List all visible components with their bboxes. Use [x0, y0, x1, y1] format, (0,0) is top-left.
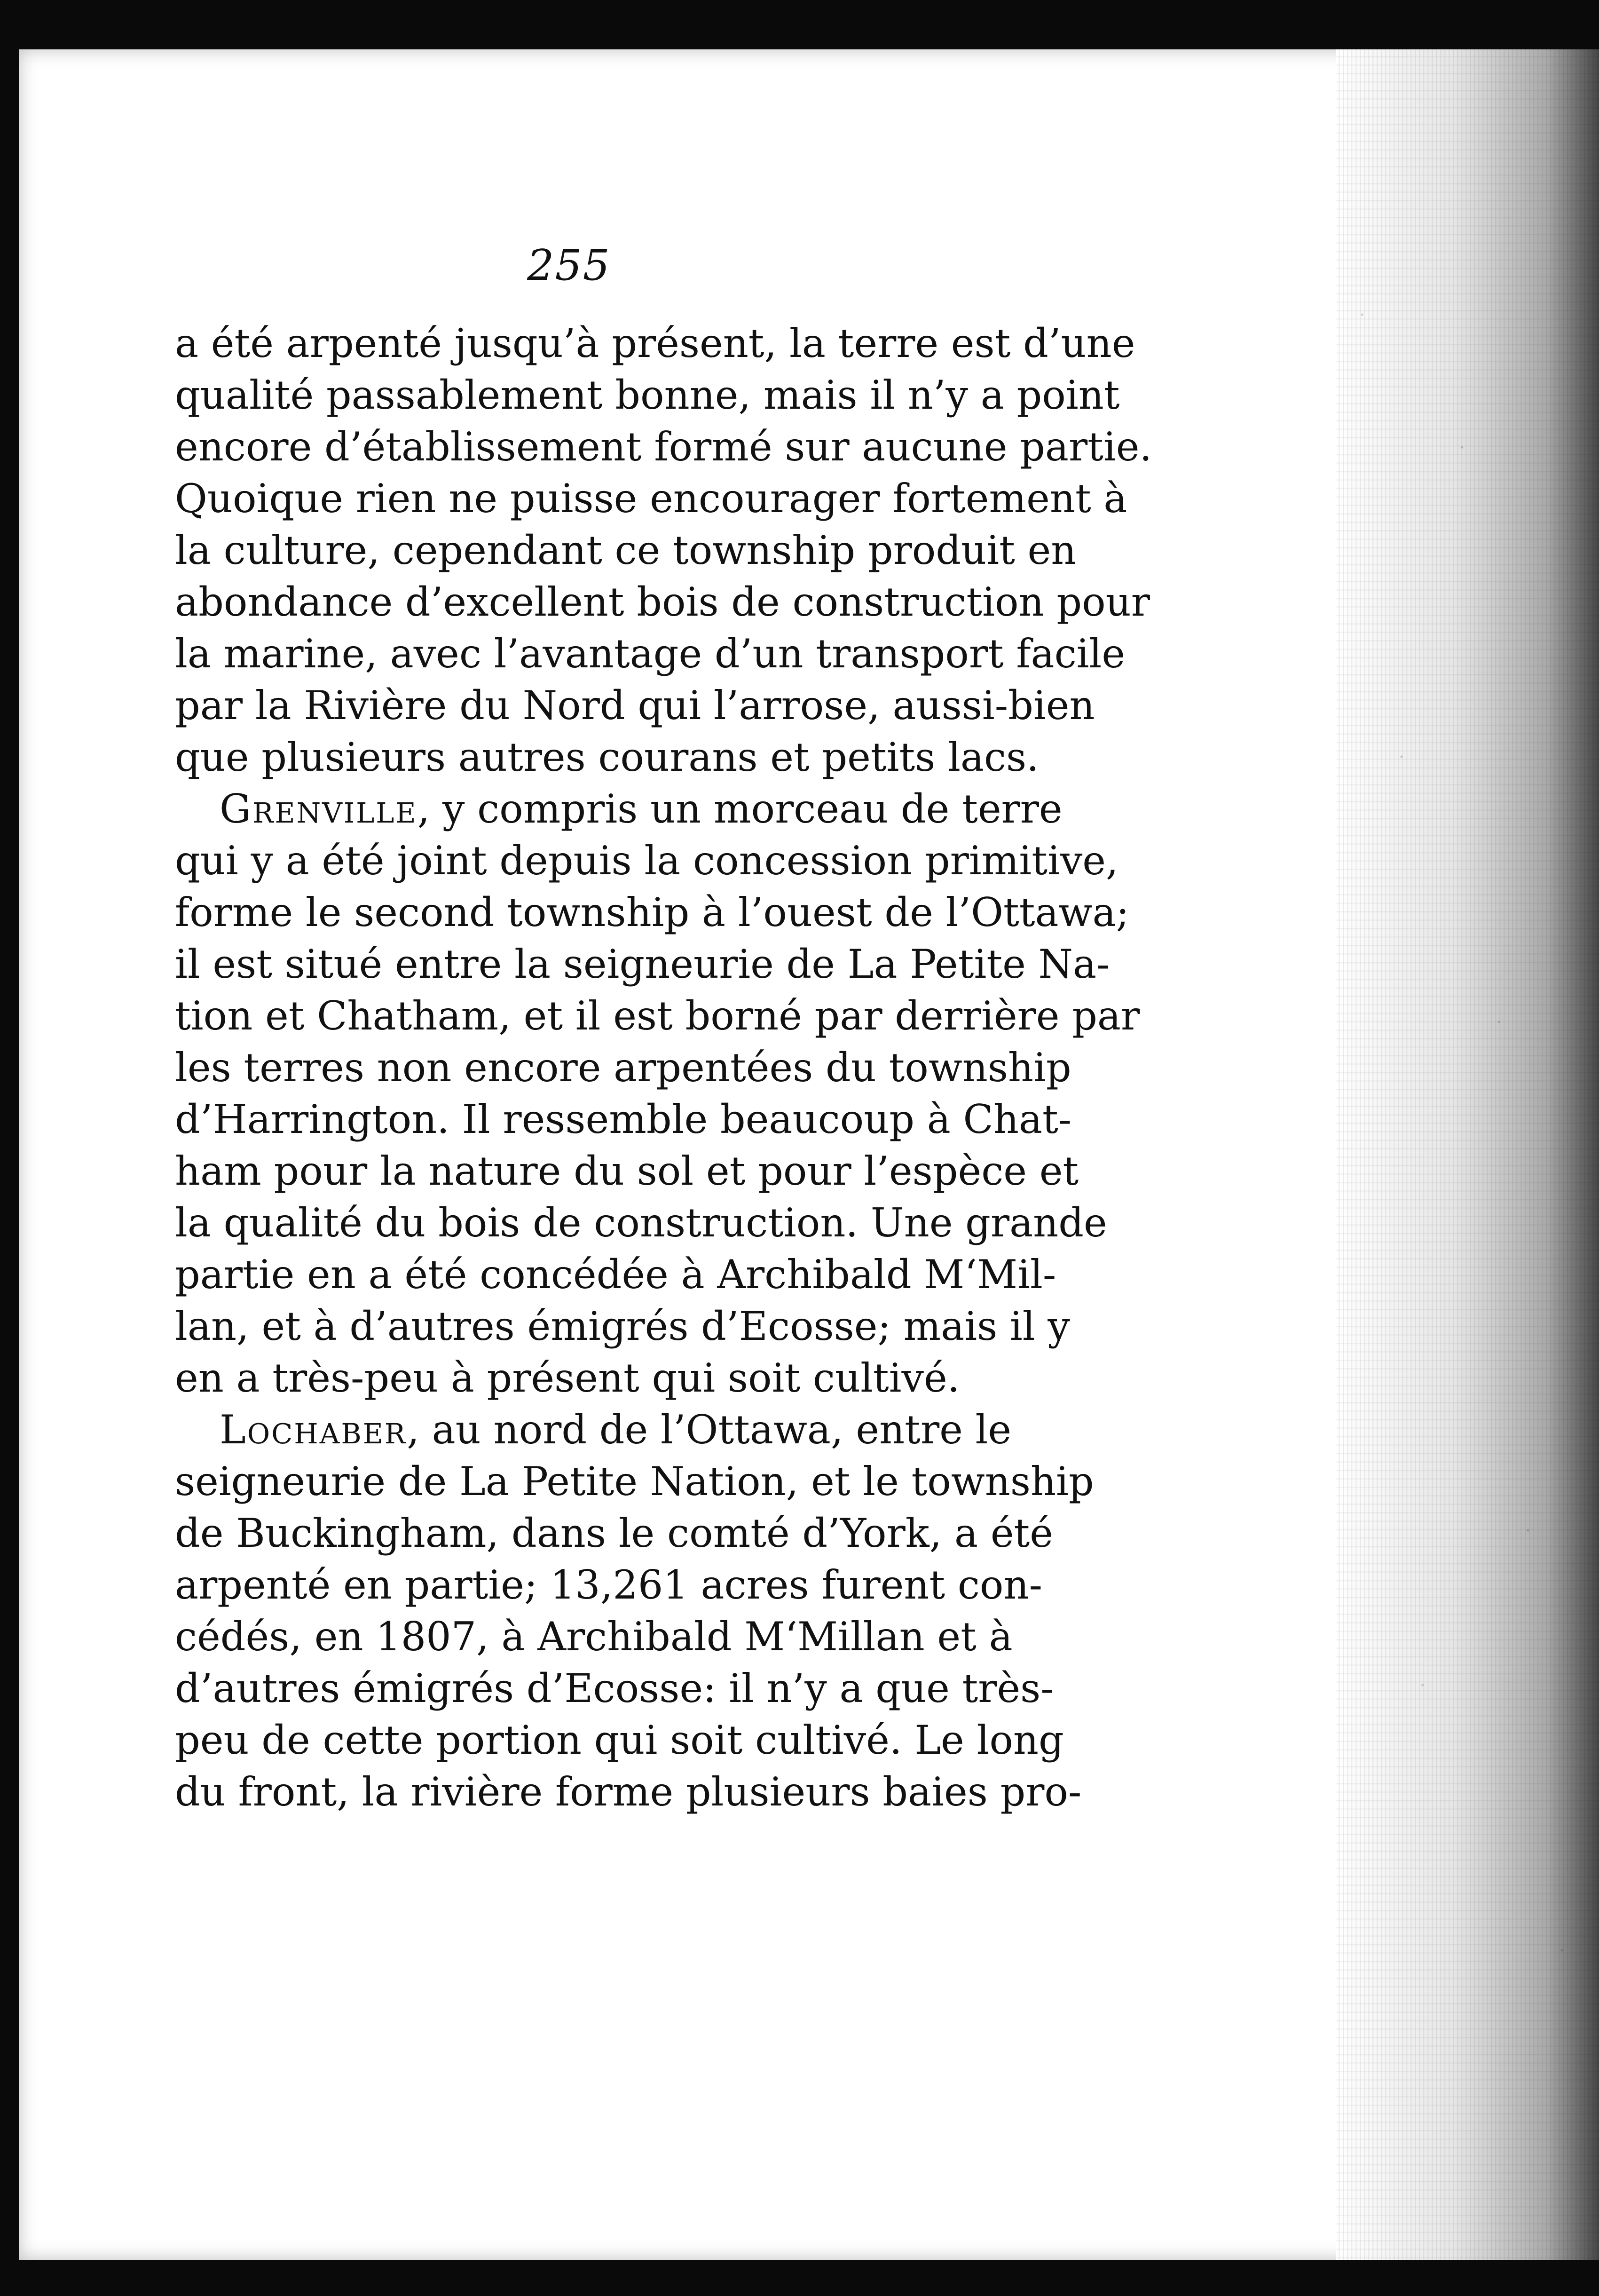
paragraph-2	[175, 783, 1140, 1404]
text-line: les terres non encore arpentées du township	[175, 1045, 1071, 1091]
text-line: lan, et à d’autres émigrés d’Ecosse; mais il y	[175, 1303, 1070, 1349]
text-line: il est situé entre la seigneurie de La Petite Na-	[175, 941, 1110, 987]
text-line: la qualité du bois de construction. Une grande	[175, 1200, 1107, 1246]
text-line: la culture, cependant ce township produit en	[175, 527, 1077, 573]
section-heading: Lochaber	[220, 1407, 407, 1453]
text-line: peu de cette portion qui soit cultivé. Le long	[175, 1717, 1064, 1763]
text-line-tail: , au nord de l’Ottawa, entre le	[407, 1407, 1012, 1453]
text-line: la marine, avec l’avantage d’un transport facile	[175, 631, 1126, 677]
text-line: de Buckingham, dans le comté d’York, a été	[175, 1510, 1054, 1556]
text-line-tail: , y compris un morceau de terre	[417, 786, 1063, 832]
text-line: ham pour la nature du sol et pour l’espèce et	[175, 1148, 1079, 1194]
text-line: qualité passablement bonne, mais il n’y a point	[175, 372, 1120, 418]
text-line: encore d’établissement formé sur aucune partie.	[175, 424, 1152, 470]
text-line: cédés, en 1807, à Archibald M‘Millan et à	[175, 1614, 1013, 1660]
body-text	[175, 317, 1152, 1818]
text-line: abondance d’excellent bois de construction pour	[175, 579, 1150, 625]
paragraph-3	[175, 1404, 1094, 1818]
text-line: tion et Chatham, et il est borné par derrière par	[175, 993, 1140, 1039]
text-line	[175, 783, 1063, 835]
text-line: a été arpenté jusqu’à présent, la terre est d’une	[175, 320, 1135, 366]
text-line: forme le second township à l’ouest de l’Ottawa;	[175, 889, 1129, 935]
page-number: 255	[527, 241, 611, 290]
text-line: par la Rivière du Nord qui l’arrose, aussi-bien	[175, 682, 1095, 728]
text-line: du front, la rivière forme plusieurs baies pro-	[175, 1769, 1082, 1815]
text-line: seigneurie de La Petite Nation, et le township	[175, 1458, 1094, 1504]
paragraph-1	[175, 317, 1152, 783]
text-line: d’Harrington. Il ressemble beaucoup à Chat-	[175, 1096, 1072, 1142]
text-line: en a très-peu à présent qui soit cultivé.	[175, 1355, 960, 1401]
text-line: partie en a été concédée à Archibald M‘Mil-	[175, 1251, 1056, 1298]
text-line: Quoique rien ne puisse encourager fortement à	[175, 475, 1127, 522]
text-line: arpenté en partie; 13,261 acres furent con-	[175, 1562, 1042, 1608]
text-line	[175, 1404, 1031, 1456]
section-heading: Grenville	[220, 786, 417, 832]
edge-speckle	[1336, 49, 1599, 2260]
text-line: qui y a été joint depuis la concession primitive,	[175, 838, 1119, 884]
text-line: d’autres émigrés d’Ecosse: il n’y a que très-	[175, 1665, 1054, 1711]
page-edge	[1336, 49, 1599, 2260]
text-line: que plusieurs autres courans et petits lacs.	[175, 734, 1039, 780]
